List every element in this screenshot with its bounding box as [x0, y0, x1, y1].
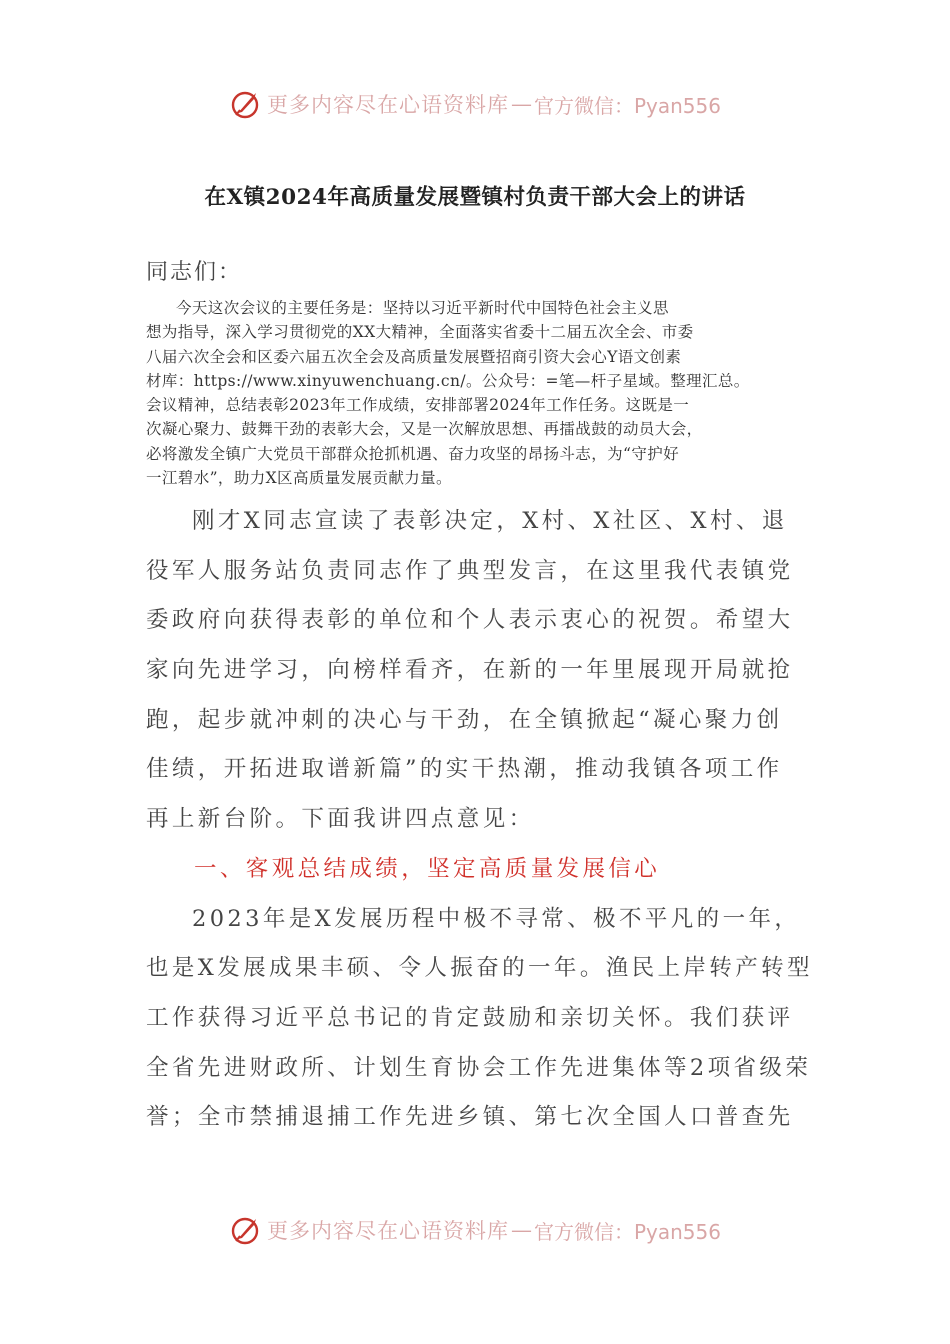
body-line: 刚才X同志宣读了表彰决定，X村、X社区、X村、退 — [192, 508, 788, 534]
banner-wechat: 官方微信：Pyan556 — [533, 93, 721, 118]
body-line: 誉；全市禁捕退捕工作先进乡镇、第七次全国人口普查先 — [146, 1104, 794, 1131]
body-line: 跑，起步就冲刺的决心与干劲，在全镇掀起“凝心聚力创 — [146, 706, 783, 733]
intro-paragraph — [146, 296, 806, 490]
intro-line: 必将激发全镇广大党员干部群众抢抓机遇、奋力攻坚的昂扬斗志，为“守护好 — [146, 444, 680, 463]
intro-line: 会议精神，总结表彰2023年工作成绩，安排部署2024年工作任务。这既是一 — [146, 396, 690, 415]
intro-line: 一江碧水”，助力X区高质量发展贡献力量。 — [146, 469, 452, 488]
header-banner — [0, 82, 950, 126]
body-line: 再上新台阶。下面我讲四点意见： — [146, 806, 535, 833]
quill-logo-icon — [229, 1213, 263, 1247]
body-line: 也是X发展成果丰硕、令人振奋的一年。渔民上岸转产转型 — [146, 955, 813, 982]
body-line: 委政府向获得表彰的单位和个人表示衷心的祝贺。希望大 — [146, 607, 794, 634]
quill-logo-icon — [229, 87, 263, 121]
intro-line: 今天这次会议的主要任务是：坚持以习近平新时代中国特色社会主义思 — [176, 299, 669, 317]
body-line: 役军人服务站负责同志作了典型发言，在这里我代表镇党 — [146, 557, 794, 584]
document-title: 在X镇2024年高质量发展暨镇村负责干部大会上的讲话 — [204, 185, 746, 210]
body-line: 家向先进学习，向榜样看齐，在新的一年里展现开局就抢 — [146, 657, 794, 684]
body-line: 工作获得习近平总书记的肯定鼓励和亲切关怀。我们获评 — [146, 1004, 794, 1031]
banner-separator: — — [510, 1218, 532, 1242]
banner-text: 更多内容尽在心语资料库 — [266, 1219, 509, 1243]
body-line: 佳绩，开拓进取谱新篇”的实干热潮，推动我镇各项工作 — [146, 756, 783, 783]
section-heading: 一、客观总结成绩，坚定高质量发展信心 — [194, 855, 661, 882]
footer-banner — [0, 1208, 950, 1252]
salutation: 同志们： — [146, 260, 243, 285]
intro-line: 材库：https://www.xinyuwenchuang.cn/。公众号：=笔—杆子星域。整理汇总。 — [146, 371, 750, 390]
body-paragraph-2 — [146, 497, 816, 1143]
banner-wechat: 官方微信：Pyan556 — [533, 1219, 721, 1244]
banner-separator: — — [510, 92, 532, 116]
intro-line: 八届六次全会和区委六届五次全会及高质量发展暨招商引资大会心Y语文创素 — [146, 347, 682, 366]
intro-line: 次凝心聚力、鼓舞干劲的表彰大会，又是一次解放思想、再擂战鼓的动员大会， — [146, 420, 703, 439]
body-line: 全省先进财政所、计划生育协会工作先进集体等2项省级荣 — [146, 1054, 812, 1081]
intro-line: 想为指导，深入学习贯彻党的XX大精神，全面落实省委十二届五次全会、市委 — [146, 323, 694, 342]
banner-text: 更多内容尽在心语资料库 — [266, 93, 509, 117]
body-line: 2023年是X发展历程中极不寻常、极不平凡的一年， — [192, 905, 801, 932]
